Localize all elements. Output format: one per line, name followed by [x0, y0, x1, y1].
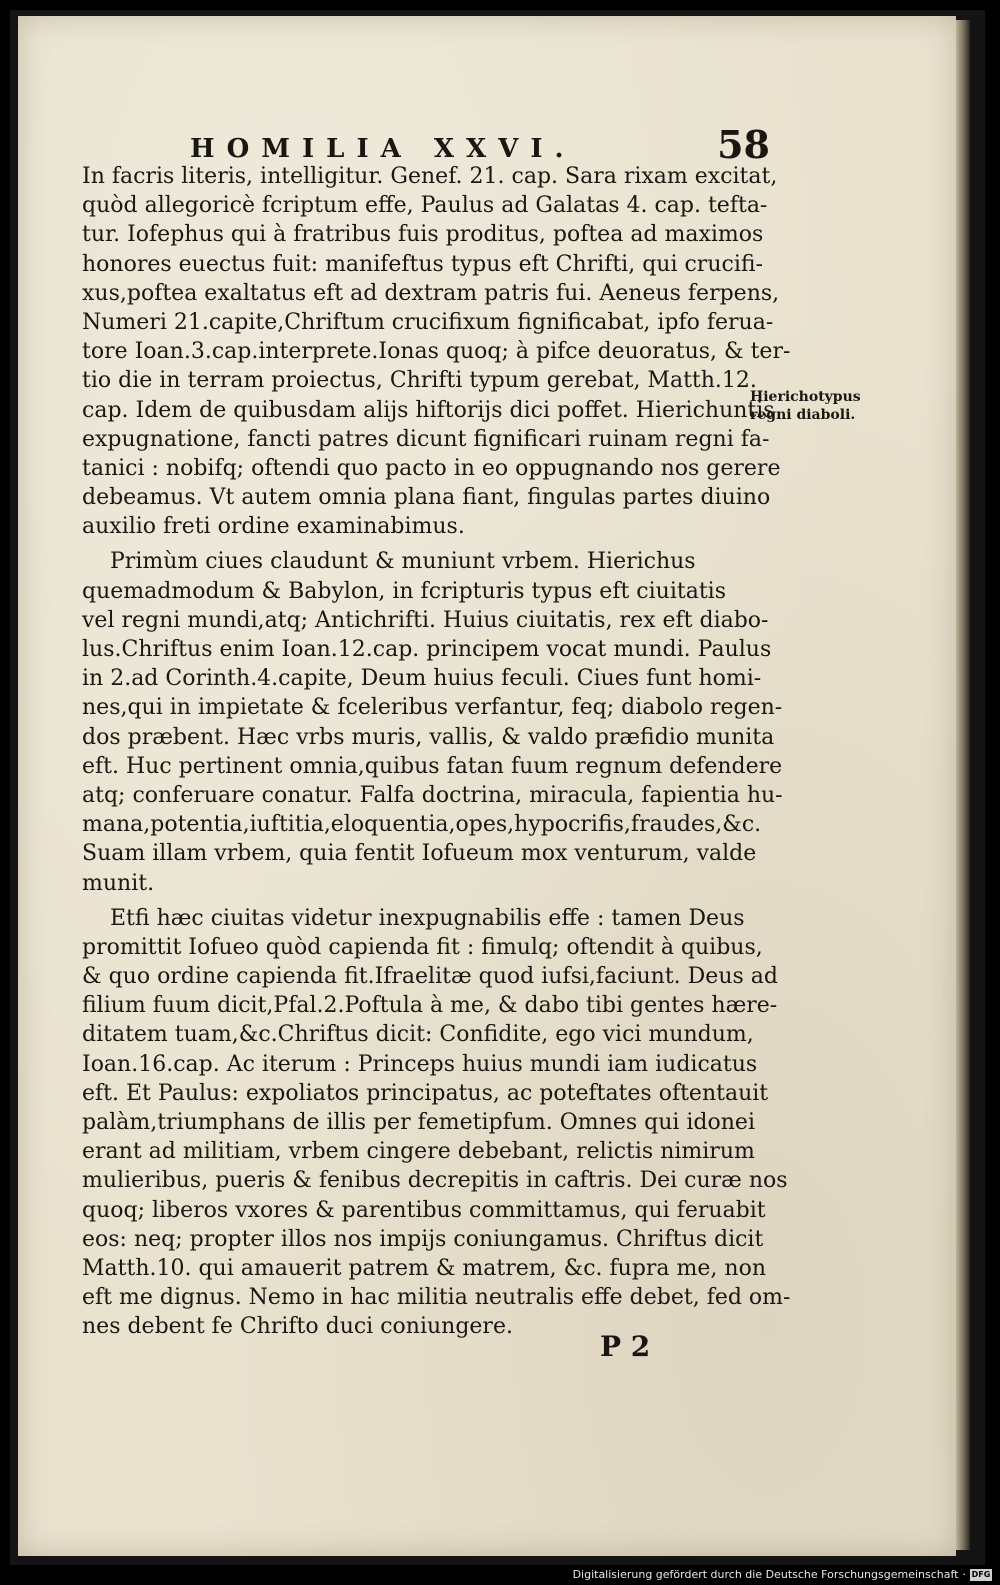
text-line: quoq; liberos vxores & parentibus committamus, qui feruabit [82, 1197, 766, 1223]
text-line: eft me dignus. Nemo in hac militia neutralis effe debet, fed om- [82, 1285, 791, 1311]
text-line: nes,qui in impietate & fceleribus verfantur, feq; diabolo regen- [82, 695, 783, 721]
text-line: in 2.ad Corinth.4.capite, Deum huius feculi. Ciues funt homi- [82, 666, 762, 692]
text-line: tanici : nobifq; oftendi quo pacto in eo oppugnando nos gerere [82, 455, 781, 481]
footer-credit: Digitalisierung gefördert durch die Deutsche Forschungsgemeinschaft [572, 1568, 959, 1581]
running-head: HOMILIA XXVI. [190, 134, 576, 164]
text-line: Matth.10. qui amauerit patrem & matrem, &c. fupra me, non [82, 1255, 766, 1281]
page-edge [956, 20, 970, 1550]
text-line: eos: neq; propter illos nos impijs coniungamus. Chriftus dicit [82, 1226, 764, 1252]
text-line: xus,poftea exaltatus eft ad dextram patris fui. Aeneus ferpens, [82, 280, 780, 306]
text-line: honores euectus fuit: manifeftus typus eft Chrifti, qui crucifi- [82, 251, 763, 277]
text-line: eft. Huc pertinent omnia,quibus fatan fuum regnum defendere [82, 753, 783, 779]
text-line: munit. [82, 870, 155, 896]
text-line: lus.Chriftus enim Ioan.12.cap. principem vocat mundi. Paulus [82, 637, 772, 662]
page-number: 58 [717, 122, 770, 167]
text-line: Suam illam vrbem, quia fentit Iofueum mox venturum, valde [82, 841, 757, 867]
text-line: nes debent fe Chrifto duci coniungere. [82, 1314, 513, 1340]
text-line: quòd allegoricè fcriptum effe, Paulus ad Galatas 4. cap. tefta- [82, 193, 768, 219]
text-line: promittit Iofueo quòd capienda fit : fimulq; oftendit à quibus, [82, 934, 763, 960]
text-line: Numeri 21.capite,Chriftum crucifixum fignificabat, ipfo ferua- [82, 309, 774, 335]
text-line: Ioan.16.cap. Ac iterum : Princeps huius mundi iam iudicatus [82, 1051, 758, 1077]
digitization-footer: Digitalisierung gefördert durch die Deutsche Forschungsgemeinschaft · DFG [572, 1568, 991, 1581]
text-line: Etfi hæc ciuitas videtur inexpugnabilis effe : tamen Deus [110, 905, 745, 931]
text-line: dos præbent. Hæc vrbs muris, vallis, & valdo præfidio munita [82, 724, 775, 750]
text-line: tur. Iofephus qui à fratribus fuis proditus, poftea ad maximos [82, 222, 764, 248]
marginal-note-line: regni diaboli. [750, 407, 856, 423]
text-line: auxilio freti ordine examinabimus. [82, 514, 465, 540]
text-line: In facris literis, intelligitur. Genef. 21. cap. Sara rixam excitat, [82, 164, 778, 189]
text-line: quemadmodum & Babylon, in fcripturis typus eft ciuitatis [82, 578, 726, 604]
marginal-note-line: Hierichotypus [750, 389, 861, 405]
text-line: atq; conferuare conatur. Falfa doctrina, miracula, fapientia hu- [82, 782, 783, 808]
text-line: mulieribus, pueris & fenibus decrepitis in caftris. Dei curæ nos [82, 1168, 788, 1194]
text-line: cap. Idem de quibusdam alijs hiftorijs dici poffet. Hierichuntis [82, 397, 775, 423]
text-line: debeamus. Vt autem omnia plana fiant, fingulas partes diuino [82, 485, 771, 511]
text-line: tore Ioan.3.cap.interprete.Ionas quoq; à pifce deuoratus, & ter- [82, 339, 791, 365]
text-line: vel regni mundi,atq; Antichrifti. Huius ciuitatis, rex eft diabo- [82, 607, 769, 633]
text-line: palàm,triumphans de illis per femetipfum. Omnes qui idonei [82, 1110, 755, 1135]
text-line: & quo ordine capienda fit.Ifraelitæ quod iufsi,faciunt. Deus ad [82, 964, 778, 990]
text-line: ditatem tuam,&c.Chriftus dicit: Confidite, ego vici mundum, [82, 1022, 754, 1048]
text-line: erant ad militiam, vrbem cingere debebant, relictis nimirum [82, 1139, 755, 1165]
text-line: tio die in terram proiectus, Chrifti typum gerebat, Matth.12. [82, 368, 757, 394]
text-line: mana,potentia,iuftitia,eloquentia,opes,hypocrifis,fraudes,&c. [82, 812, 762, 838]
text-line: expugnatione, fancti patres dicunt fignificari ruinam regni fa- [82, 426, 770, 452]
text-line: filium fuum dicit,Pfal.2.Poftula à me, & dabo tibi gentes hære- [82, 993, 778, 1019]
signature-mark: P 2 [600, 1330, 651, 1363]
dfg-logo-icon: DFG [971, 1569, 991, 1579]
text-line: eft. Et Paulus: expoliatos principatus, ac poteftates oftentauit [82, 1080, 769, 1106]
body-text [82, 162, 791, 1342]
marginal-note [750, 388, 910, 424]
text-line: Primùm ciues claudunt & muniunt vrbem. Hierichus [110, 549, 696, 575]
